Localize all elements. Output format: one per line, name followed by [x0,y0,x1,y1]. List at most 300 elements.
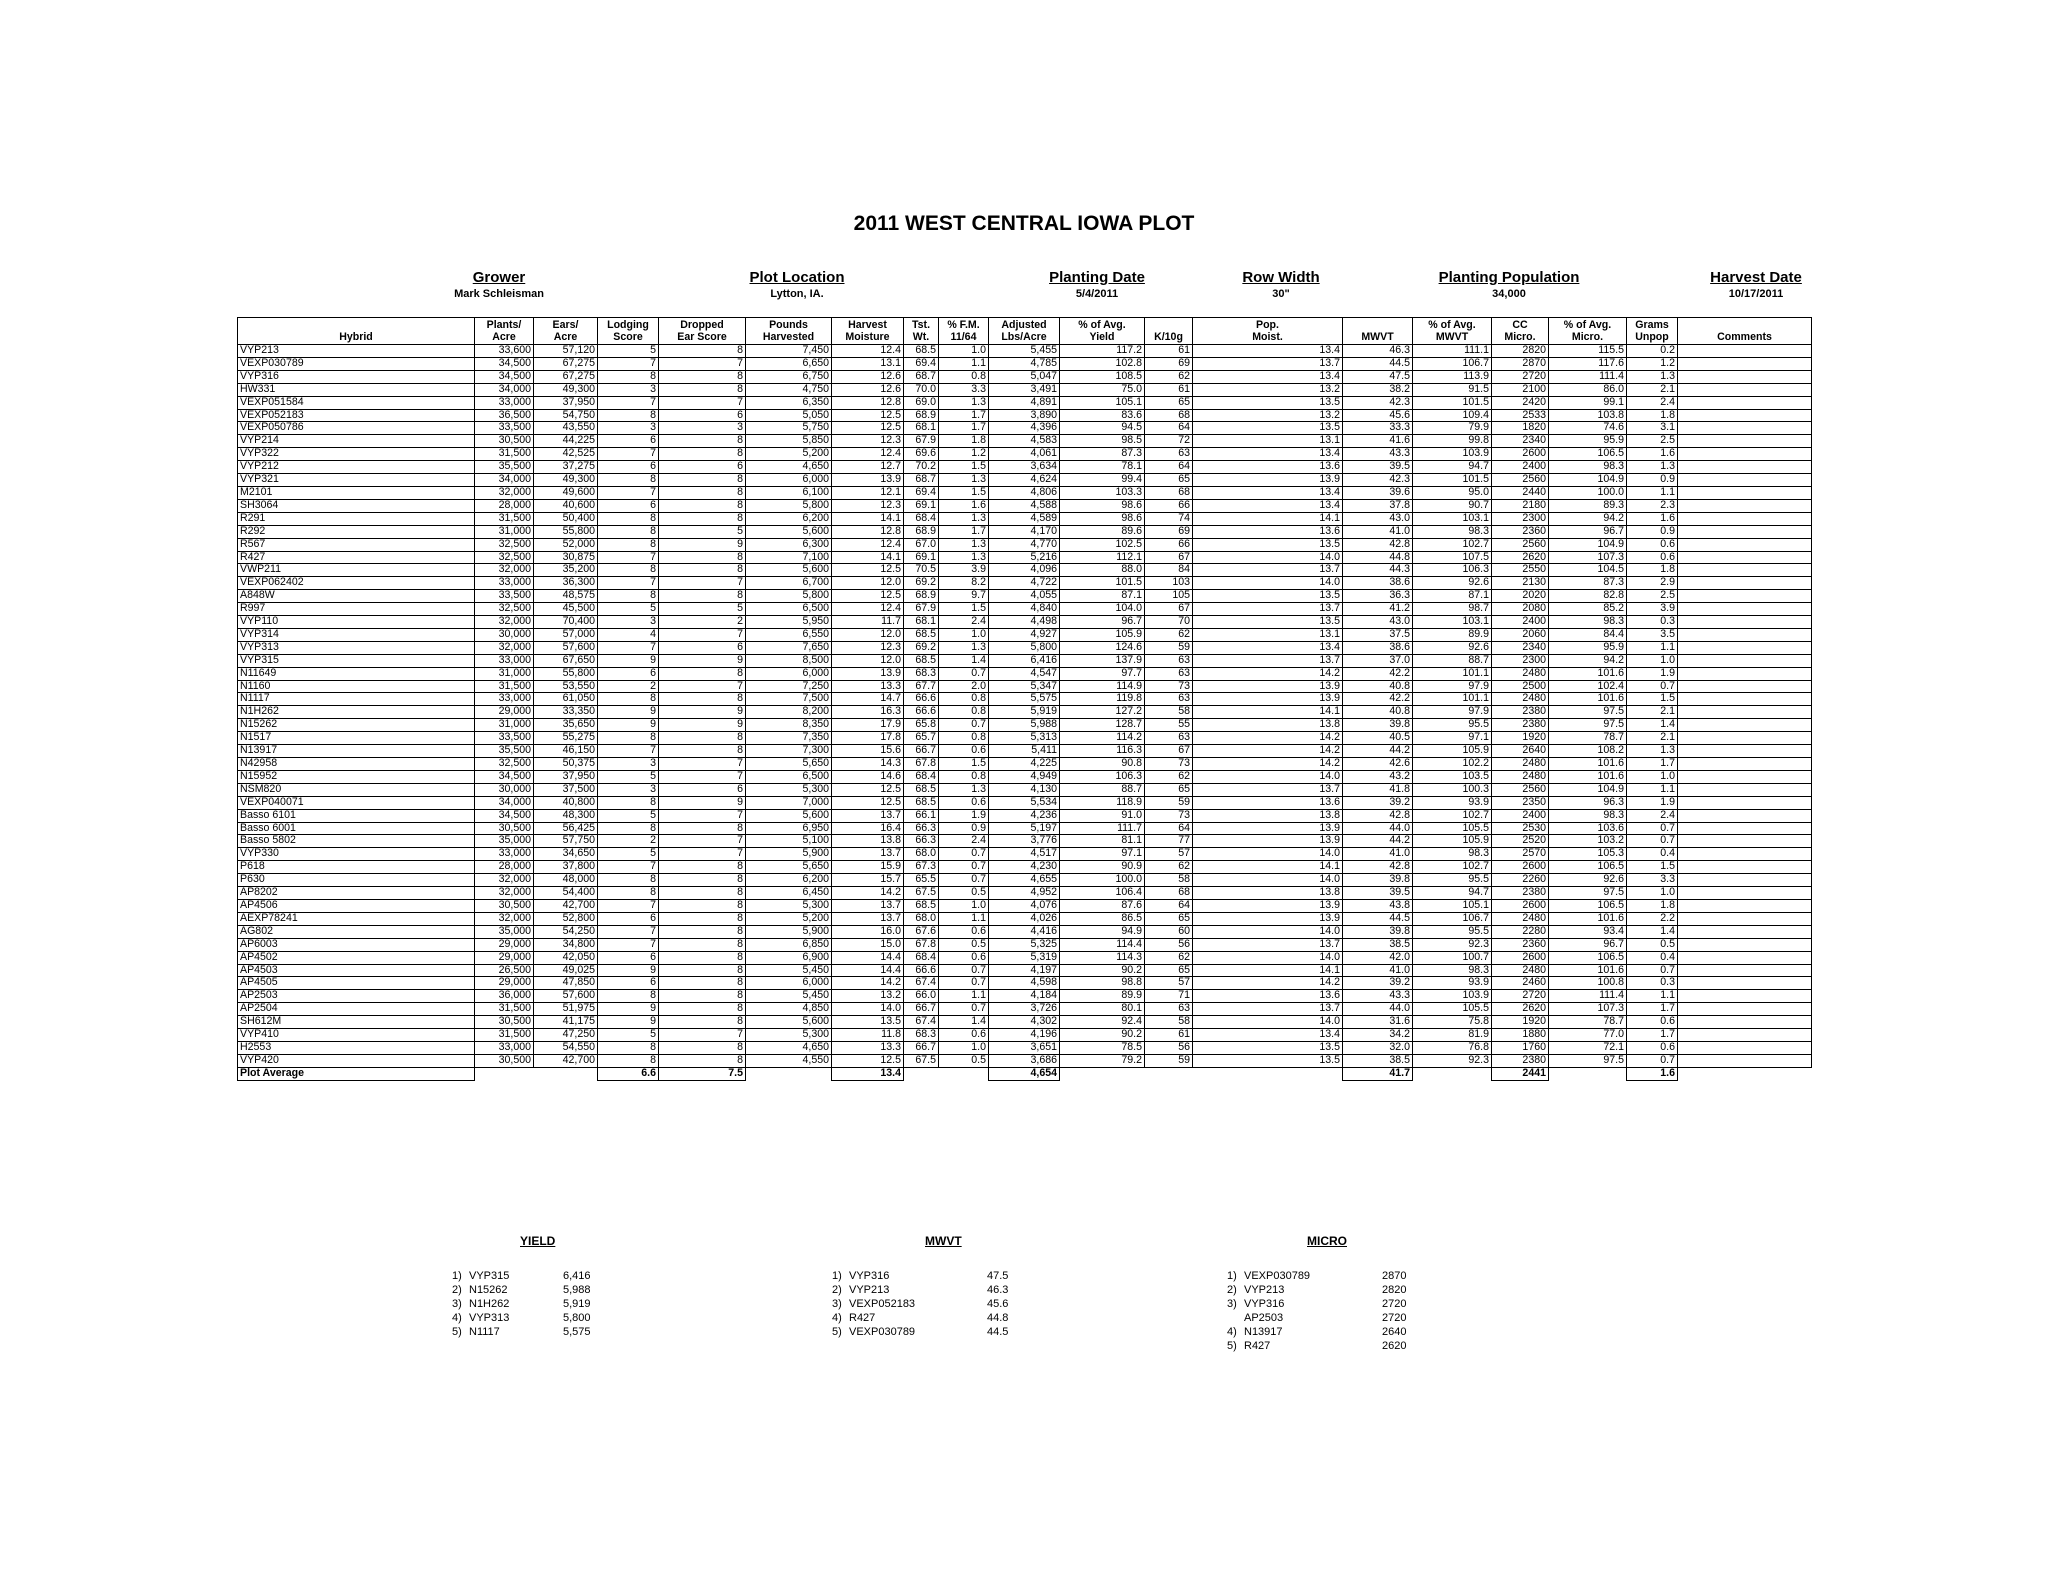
table-cell: 2340 [1492,641,1549,654]
table-cell: 96.7 [1549,938,1627,951]
table-cell: 69.4 [904,486,939,499]
table-cell: 87.6 [1060,899,1145,912]
table-cell: 103 [1145,577,1193,590]
table-row [238,770,1812,783]
table-cell: 12.0 [832,628,904,641]
table-cell: 39.6 [1343,486,1413,499]
table-cell: 0.9 [939,822,989,835]
hybrid-cell: AP4502 [238,951,475,964]
table-cell: 8 [598,822,659,835]
table-cell: 8 [598,512,659,525]
table-cell: 6 [598,912,659,925]
table-cell: 8 [598,887,659,900]
table-cell: 7,100 [746,551,832,564]
table-cell: 65 [1145,783,1193,796]
table-cell: 124.6 [1060,641,1145,654]
hybrid-cell: VYP321 [238,474,475,487]
rank-value: 2870 [1382,1270,1407,1282]
plot-info-value: 5/4/2011 [1075,288,1119,300]
table-cell: 31,000 [475,525,534,538]
table-cell: 73 [1145,809,1193,822]
table-cell: 42,050 [534,951,598,964]
table-cell: 28,000 [475,861,534,874]
table-cell: 7,350 [746,732,832,745]
table-cell: 44.3 [1343,564,1413,577]
table-cell: 42.3 [1343,474,1413,487]
column-header-line: Lbs/Acre [1001,331,1047,343]
rank-hybrid: N13917 [1244,1326,1283,1338]
table-row [238,693,1812,706]
hybrid-cell: SH612M [238,1016,475,1029]
average-cell [1060,1067,1145,1080]
table-cell: 1.2 [939,448,989,461]
table-cell: 68.9 [904,525,939,538]
table-cell: 1.5 [939,461,989,474]
table-cell: 108.5 [1060,370,1145,383]
table-row [238,383,1812,396]
hybrid-cell: VYP314 [238,628,475,641]
table-cell: 0.5 [1627,938,1678,951]
table-cell: 8 [659,899,746,912]
rank-number: 5) [1227,1340,1237,1352]
plot-info-label: Harvest Date [1710,269,1802,286]
table-cell: 42,700 [534,1054,598,1067]
table-cell [1678,758,1812,771]
table-cell: 2720 [1492,990,1549,1003]
rank-number: 4) [1227,1326,1237,1338]
table-cell: 8 [659,861,746,874]
table-cell: 8 [659,435,746,448]
table-cell: 1.3 [939,641,989,654]
table-cell: 3,726 [989,1003,1060,1016]
table-cell: 65.8 [904,719,939,732]
table-cell: 0.6 [1627,538,1678,551]
table-cell: 0.6 [1627,1016,1678,1029]
table-cell: 2300 [1492,512,1549,525]
table-cell: 0.7 [1627,964,1678,977]
table-cell: 2.2 [1627,912,1678,925]
table-cell: 92.6 [1549,874,1627,887]
table-cell: 111.4 [1549,370,1627,383]
table-cell: 66.7 [904,1041,939,1054]
table-cell: 3.9 [1627,603,1678,616]
table-row [238,874,1812,887]
table-cell: 37.5 [1343,628,1413,641]
hybrid-cell: N15262 [238,719,475,732]
table-cell: 2560 [1492,783,1549,796]
plot-info-value: Lytton, IA. [770,288,824,300]
column-header-line: Unpop [1635,331,1669,343]
rank-hybrid: N15262 [469,1284,508,1296]
table-cell: 103.3 [1060,486,1145,499]
rank-hybrid: VEXP052183 [849,1298,916,1310]
table-row [238,1041,1812,1054]
table-cell: 8 [659,745,746,758]
table-cell: 98.6 [1060,499,1145,512]
column-header-line: % of Avg. [1078,319,1126,331]
table-row [238,925,1812,938]
plot-info-label: Plot Location [749,269,845,286]
table-cell: 7 [659,1029,746,1042]
table-cell: 6,700 [746,577,832,590]
rank-value: 47.5 [987,1270,1009,1282]
table-cell [1678,745,1812,758]
table-cell: 12.5 [832,590,904,603]
table-cell: 34,000 [475,796,534,809]
table-cell: 12.7 [832,461,904,474]
table-cell: 101.5 [1060,577,1145,590]
table-cell: 13.1 [1193,628,1343,641]
table-cell: 1820 [1492,422,1549,435]
table-cell: 6,000 [746,474,832,487]
table-cell: 2400 [1492,461,1549,474]
table-cell: 70.5 [904,564,939,577]
table-cell: 71 [1145,990,1193,1003]
table-cell: 12.8 [832,525,904,538]
table-cell: 7 [659,758,746,771]
table-cell: 94.7 [1413,461,1492,474]
table-cell: 91.0 [1060,809,1145,822]
table-cell: 61,050 [534,693,598,706]
table-cell: 0.3 [1627,616,1678,629]
table-cell: 41.2 [1343,603,1413,616]
table-row [238,422,1812,435]
table-cell: 4,655 [989,874,1060,887]
table-cell: 86.0 [1549,383,1627,396]
table-cell: 62 [1145,628,1193,641]
table-cell: 15.0 [832,938,904,951]
table-cell [1678,422,1812,435]
table-cell [1678,912,1812,925]
table-cell: 2.1 [1627,706,1678,719]
table-cell: 60 [1145,925,1193,938]
rank-value: 44.8 [987,1312,1009,1324]
table-cell: 68.5 [904,796,939,809]
hybrid-cell: AP4506 [238,899,475,912]
table-cell: 2.1 [1627,383,1678,396]
table-cell: 66.7 [904,1003,939,1016]
table-cell: 128.7 [1060,719,1145,732]
table-cell: 92.6 [1413,641,1492,654]
table-cell: 7 [598,357,659,370]
table-cell: 104.9 [1549,538,1627,551]
table-cell [1678,616,1812,629]
ranking-title: MWVT [925,1234,962,1248]
table-cell: 2020 [1492,590,1549,603]
table-cell: 67.3 [904,861,939,874]
table-cell [1678,887,1812,900]
table-cell: 97.5 [1549,719,1627,732]
table-cell: 1760 [1492,1041,1549,1054]
table-cell: 35,500 [475,745,534,758]
hybrid-cell: AP4505 [238,977,475,990]
table-cell: 13.9 [1193,835,1343,848]
table-cell: 49,025 [534,964,598,977]
column-header-line: Micro. [1571,331,1604,343]
table-cell: 68.5 [904,783,939,796]
hybrid-cell: VEXP062402 [238,577,475,590]
table-row [238,603,1812,616]
table-cell: 8 [659,474,746,487]
table-cell: 0.6 [939,745,989,758]
table-cell: 4,583 [989,435,1060,448]
table-cell: 97.5 [1549,706,1627,719]
table-cell: 81.9 [1413,1029,1492,1042]
table-cell: 106.4 [1060,887,1145,900]
table-cell: 2 [598,680,659,693]
table-cell: 13.4 [1193,448,1343,461]
table-cell: 40,600 [534,499,598,512]
rank-number: 4) [452,1312,462,1324]
table-cell: 2600 [1492,899,1549,912]
table-row [238,719,1812,732]
table-cell: 7 [659,680,746,693]
table-cell: 107.3 [1549,551,1627,564]
table-cell: 12.8 [832,396,904,409]
table-cell: 33,500 [475,422,534,435]
column-header [1343,318,1413,345]
table-cell: 5,800 [989,641,1060,654]
table-cell: 70.2 [904,461,939,474]
table-cell: 97.7 [1060,667,1145,680]
table-cell: 5,900 [746,848,832,861]
table-cell: 13.5 [1193,1041,1343,1054]
table-cell: 7 [659,628,746,641]
table-cell: 8 [659,977,746,990]
table-cell: 32,500 [475,551,534,564]
column-header [534,318,598,345]
table-cell: 72.1 [1549,1041,1627,1054]
table-cell: 0.7 [939,964,989,977]
table-cell: 13.4 [1193,1029,1343,1042]
table-cell: 6,300 [746,538,832,551]
hybrid-cell: R292 [238,525,475,538]
table-cell: 14.0 [1193,848,1343,861]
table-cell: 12.4 [832,603,904,616]
table-cell: 2.1 [1627,732,1678,745]
table-cell: 5,200 [746,448,832,461]
table-cell: 0.7 [1627,822,1678,835]
table-cell: 57,120 [534,345,598,358]
table-cell: 106.3 [1413,564,1492,577]
table-cell: 65.5 [904,874,939,887]
plot-info-label: Row Width [1242,269,1320,286]
table-cell: 33,000 [475,848,534,861]
table-cell: 8 [598,990,659,1003]
table-cell: 33,000 [475,577,534,590]
table-cell: 15.9 [832,861,904,874]
table-cell: 13.1 [832,357,904,370]
table-row [238,680,1812,693]
table-cell: 15.7 [832,874,904,887]
table-cell: 14.2 [1193,977,1343,990]
hybrid-cell: H2553 [238,1041,475,1054]
table-cell: 63 [1145,693,1193,706]
table-cell [1678,409,1812,422]
table-cell: 70.0 [904,383,939,396]
table-cell: 6,000 [746,667,832,680]
table-cell: 73 [1145,758,1193,771]
table-cell: 1.5 [1627,861,1678,874]
table-cell [1678,486,1812,499]
table-cell: 8 [659,887,746,900]
table-cell: 95.0 [1413,486,1492,499]
table-cell: 7 [598,899,659,912]
table-cell: 3.3 [939,383,989,396]
table-cell: 31,500 [475,512,534,525]
table-cell: 69 [1145,525,1193,538]
table-cell: 105.1 [1060,396,1145,409]
table-cell: 49,300 [534,383,598,396]
table-cell: 13.3 [832,680,904,693]
table-cell: 66.7 [904,745,939,758]
table-cell: 2350 [1492,796,1549,809]
table-cell: 68.4 [904,512,939,525]
table-cell: 13.5 [1193,396,1343,409]
hybrid-cell: N15952 [238,770,475,783]
hybrid-cell: N11649 [238,667,475,680]
average-cell [1145,1067,1193,1080]
table-cell: 17.8 [832,732,904,745]
table-cell: 4,225 [989,758,1060,771]
table-cell: 14.0 [1193,551,1343,564]
plot-info-item [1161,269,1401,300]
table-row [238,822,1812,835]
table-cell: 2060 [1492,628,1549,641]
hybrid-cell: AEXP78241 [238,912,475,925]
rank-number: 4) [832,1312,842,1324]
column-header [1627,318,1678,345]
table-cell: 1.1 [1627,641,1678,654]
table-cell: 14.1 [1193,512,1343,525]
table-cell: 30,500 [475,1054,534,1067]
table-cell: 44.2 [1343,745,1413,758]
table-cell: 13.9 [1193,680,1343,693]
table-cell: 14.0 [1193,925,1343,938]
table-cell: 67.8 [904,758,939,771]
table-cell: 1.6 [1627,448,1678,461]
table-cell: 37,950 [534,396,598,409]
table-cell: 50,375 [534,758,598,771]
hybrid-cell: SH3064 [238,499,475,512]
table-cell: 97.9 [1413,706,1492,719]
table-cell: 63 [1145,1003,1193,1016]
table-row [238,396,1812,409]
table-cell: 99.4 [1060,474,1145,487]
table-row [238,861,1812,874]
table-cell: 5,347 [989,680,1060,693]
plot-info-value: Mark Schleisman [454,288,544,300]
table-cell: 103.9 [1413,990,1492,1003]
table-cell: 33,000 [475,654,534,667]
table-cell: 104.9 [1549,474,1627,487]
rank-number: 5) [452,1326,462,1338]
table-row [238,357,1812,370]
table-cell: 69.1 [904,551,939,564]
hybrid-cell: VYP212 [238,461,475,474]
table-row [238,706,1812,719]
table-cell: 1.5 [1627,693,1678,706]
table-cell: 4 [598,628,659,641]
table-cell: 67.5 [904,887,939,900]
average-cell: 6.6 [598,1067,659,1080]
table-cell: 42,700 [534,899,598,912]
table-cell: 2480 [1492,667,1549,680]
table-cell: 14.1 [832,512,904,525]
table-cell: 13.6 [1193,796,1343,809]
table-cell [1678,538,1812,551]
table-cell: 6,200 [746,874,832,887]
table-cell: 92.3 [1413,938,1492,951]
table-cell: 8,350 [746,719,832,732]
table-cell: 55,275 [534,732,598,745]
table-cell: 2550 [1492,564,1549,577]
table-cell: 31,000 [475,719,534,732]
table-cell: 1.3 [939,538,989,551]
table-cell: 43.3 [1343,990,1413,1003]
table-cell: 8 [598,732,659,745]
table-cell: 67.6 [904,925,939,938]
table-cell: 105.9 [1413,835,1492,848]
table-cell: 39.5 [1343,461,1413,474]
table-cell: 2820 [1492,345,1549,358]
table-cell: 9 [598,1003,659,1016]
table-cell: 13.9 [1193,693,1343,706]
column-header-line: Yield [1089,331,1115,343]
rank-value: 2640 [1382,1326,1407,1338]
table-cell: 0.6 [939,1029,989,1042]
ranking-title: MICRO [1307,1234,1347,1248]
table-cell: 117.6 [1549,357,1627,370]
column-header-line: CC [1512,319,1528,331]
table-cell: 2080 [1492,603,1549,616]
table-cell: 94.2 [1549,654,1627,667]
table-cell: 89.9 [1413,628,1492,641]
table-cell: 1.4 [939,654,989,667]
rank-value: 2820 [1382,1284,1407,1296]
table-cell: 1.9 [1627,796,1678,809]
plot-info-item [677,269,917,300]
table-cell: 88.7 [1413,654,1492,667]
table-cell: 14.1 [1193,706,1343,719]
table-cell [1678,654,1812,667]
table-cell: 35,200 [534,564,598,577]
rank-number: 3) [832,1298,842,1310]
table-cell: 115.5 [1549,345,1627,358]
table-cell: 31,500 [475,680,534,693]
table-cell: 32,000 [475,874,534,887]
table-cell: 42.2 [1343,693,1413,706]
table-cell: 8 [659,964,746,977]
table-cell: 37,950 [534,770,598,783]
table-cell: 1.7 [939,409,989,422]
table-cell: 55,800 [534,667,598,680]
table-cell: 6 [598,435,659,448]
table-cell: 14.4 [832,951,904,964]
table-cell: 68.5 [904,628,939,641]
average-cell [1193,1067,1343,1080]
table-cell: 13.7 [832,912,904,925]
table-cell: 2260 [1492,874,1549,887]
table-cell: 7,000 [746,796,832,809]
table-cell: 5,450 [746,990,832,1003]
table-cell: 5,850 [746,435,832,448]
table-cell: 103.1 [1413,616,1492,629]
table-cell: 31,500 [475,1029,534,1042]
table-cell: 68.3 [904,1029,939,1042]
table-cell: 30,000 [475,628,534,641]
table-cell: 13.4 [1193,641,1343,654]
